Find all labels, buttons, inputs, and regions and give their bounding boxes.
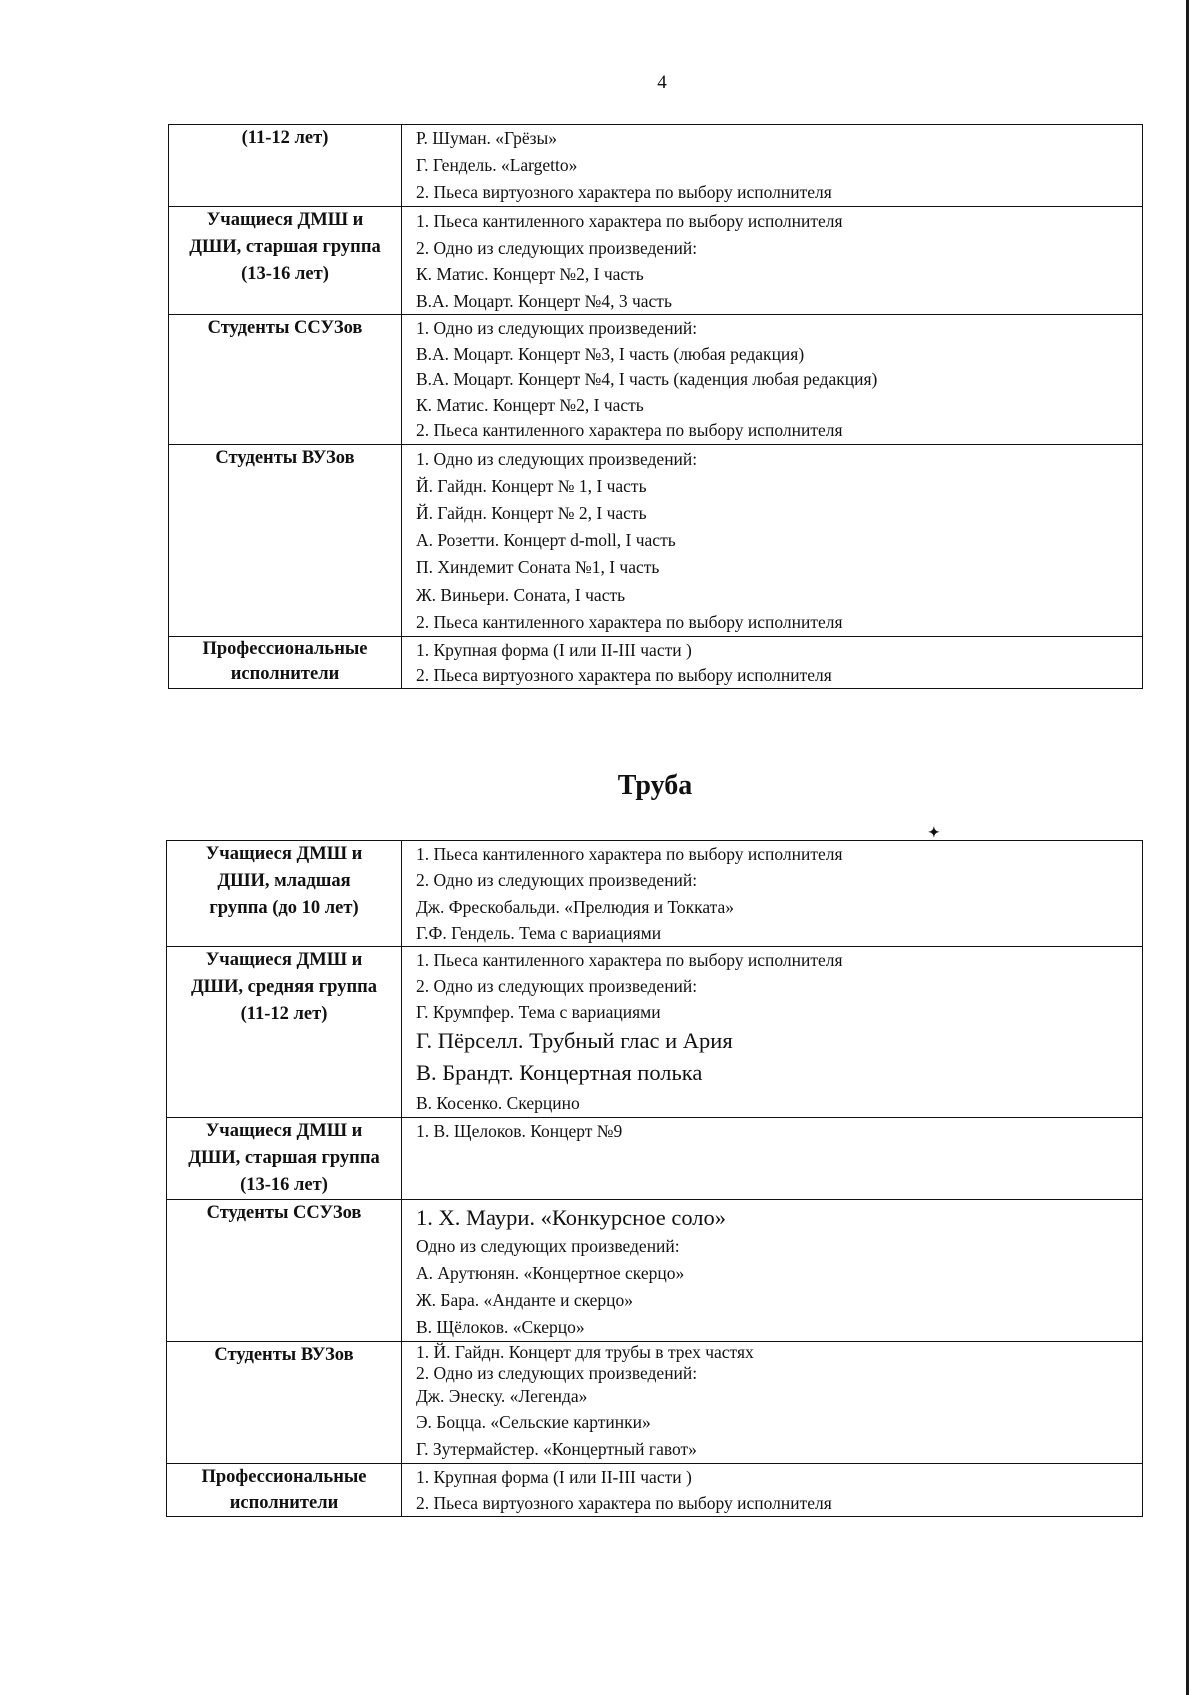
category-line: Учащиеся ДМШ и [205,844,363,864]
repertoire-cell [402,125,1143,207]
repertoire-item: 2. Одно из следующих произведений: [416,870,698,891]
category-line: группа (до 10 лет) [209,898,359,918]
table-row [169,315,1143,445]
category-cell [167,841,402,947]
table-row [167,1200,1143,1342]
repertoire-item: 2. Одно из следующих произведений: [416,237,698,258]
page-number: 4 [657,72,667,93]
category-line: Профессиональные [202,638,368,659]
repertoire-item: Дж. Фрескобальди. «Прелюдия и Токката» [416,896,735,917]
category-cell [169,636,402,688]
repertoire-item: Г.Ф. Гендель. Тема с вариациями [416,922,662,943]
repertoire-item: Г. Крумпфер. Тема с вариациями [416,1002,661,1023]
category-line: исполнители [230,663,340,684]
repertoire-item: Й. Гайдн. Концерт № 2, I часть [416,502,647,523]
repertoire-cell [402,1200,1143,1342]
category-cell [169,444,402,636]
table-row [167,947,1143,1118]
category-line: Студенты ССУЗов [206,1203,362,1224]
repertoire-item: 1. Й. Гайдн. Концерт для трубы в трех частях [416,1342,754,1363]
category-cell [169,315,402,445]
repertoire-cell [402,444,1143,636]
category-line: (13-16 лет) [241,264,329,284]
repertoire-item: Р. Шуман. «Грёзы» [416,128,558,148]
repertoire-item: 1. Одно из следующих произведений: [416,448,698,469]
repertoire-item: 2. Одно из следующих произведений: [416,1363,698,1384]
table-row [167,1464,1143,1517]
repertoire-item: 1. Пьеса кантиленного характера по выбору исполнителя [416,950,843,971]
repertoire-item: 1. Х. Маури. «Конкурсное соло» [416,1205,727,1231]
repertoire-cell [402,947,1143,1118]
repertoire-item: В. Щёлоков. «Скерцо» [416,1317,585,1338]
repertoire-cell [402,207,1143,315]
category-cell [169,207,402,315]
top-program-table [168,124,1143,689]
repertoire-item: А. Арутюнян. «Концертное скерцо» [416,1263,685,1284]
category-line: Учащиеся ДМШ и [205,950,363,971]
repertoire-item: Дж. Энеску. «Легенда» [416,1386,588,1407]
repertoire-item: Г. Гендель. «Largetto» [416,155,578,175]
category-line: (11-12 лет) [241,128,329,148]
repertoire-item: Ж. Виньери. Соната, I часть [416,584,626,605]
category-cell [167,1200,402,1342]
repertoire-item: 2. Пьеса виртуозного характера по выбору исполнителя [416,182,832,202]
repertoire-item: В.А. Моцарт. Концерт №4, 3 часть [416,290,672,311]
section-title: Труба [617,770,693,801]
category-cell [167,1342,402,1464]
category-cell [167,1118,402,1200]
repertoire-item: 1. Пьеса кантиленного характера по выбору исполнителя [416,211,843,231]
category-line: ДШИ, старшая группа [189,237,381,257]
repertoire-item: 2. Пьеса кантиленного характера по выбору исполнителя [416,611,843,632]
category-cell [167,1464,402,1517]
repertoire-item: Г. Зутермайстер. «Концертный гавот» [416,1439,697,1460]
category-line: ДШИ, младшая [217,871,351,891]
repertoire-item: 2. Пьеса кантиленного характера по выбору исполнителя [416,420,843,440]
table-row [167,1118,1143,1200]
category-line: Учащиеся ДМШ и [206,210,364,230]
repertoire-item: 1. Одно из следующих произведений: [416,318,698,338]
repertoire-item: 1. Пьеса кантиленного характера по выбору исполнителя [416,844,843,864]
category-cell [167,947,402,1118]
table-row [167,841,1143,947]
category-line: ДШИ, старшая группа [188,1148,380,1169]
repertoire-item: В.А. Моцарт. Концерт №3, I часть (любая редакция) [416,343,805,364]
category-line: ДШИ, средняя группа [190,977,378,998]
repertoire-item: К. Матис. Концерт №2, I часть [416,394,644,415]
repertoire-item: В. Брандт. Концертная полька [416,1060,703,1086]
repertoire-item: Й. Гайдн. Концерт № 1, I часть [416,475,647,496]
repertoire-item: Ж. Бара. «Анданте и скерцо» [416,1290,634,1311]
repertoire-cell [402,1464,1143,1517]
repertoire-item: 2. Пьеса виртуозного характера по выбору исполнителя [416,664,832,685]
repertoire-item: Г. Пёрселл. Трубный глас и Ария [416,1028,733,1054]
repertoire-cell [402,1118,1143,1200]
repertoire-cell [402,1342,1143,1464]
repertoire-item: 1. Крупная форма (I или II-III части ) [416,639,692,660]
category-line: Студенты ВУЗов [214,1345,354,1366]
repertoire-item: В.А. Моцарт. Концерт №4, I часть (каденция любая редакция) [416,369,878,389]
page-right-edge-rule [1186,0,1189,1695]
category-line: Студенты ВУЗов [215,447,355,468]
repertoire-item: П. Хиндемит Соната №1, I часть [416,557,660,578]
repertoire-item: А. Розетти. Концерт d-moll, I часть [416,530,676,551]
category-line: (13-16 лет) [240,1175,328,1196]
repertoire-item: 2. Пьеса виртуозного характера по выбору исполнителя [416,1493,832,1514]
category-line: (11-12 лет) [240,1004,328,1025]
repertoire-item: В. Косенко. Скерцино [416,1093,580,1114]
trumpet-program-table [166,840,1143,1517]
repertoire-item: К. Матис. Концерт №2, I часть [416,264,644,284]
table-row [169,125,1143,207]
stray-mark: ✦ [928,826,940,841]
repertoire-cell [402,841,1143,947]
table-row [169,207,1143,315]
category-line: Профессиональные [201,1467,367,1488]
category-line: Учащиеся ДМШ и [205,1121,363,1142]
category-cell [169,125,402,207]
repertoire-item: Э. Боцца. «Сельские картинки» [416,1412,651,1433]
category-line: исполнители [229,1493,339,1514]
repertoire-cell [402,636,1143,688]
table-row [167,1342,1143,1464]
table-row [169,444,1143,636]
repertoire-item: Одно из следующих произведений: [416,1236,680,1257]
category-line: Студенты ССУЗов [207,318,363,338]
repertoire-item: 1. Крупная форма (I или II-III части ) [416,1467,692,1488]
table-row [169,636,1143,688]
repertoire-cell [402,315,1143,445]
repertoire-item: 2. Одно из следующих произведений: [416,976,698,997]
repertoire-item: 1. В. Щелоков. Концерт №9 [416,1121,623,1142]
